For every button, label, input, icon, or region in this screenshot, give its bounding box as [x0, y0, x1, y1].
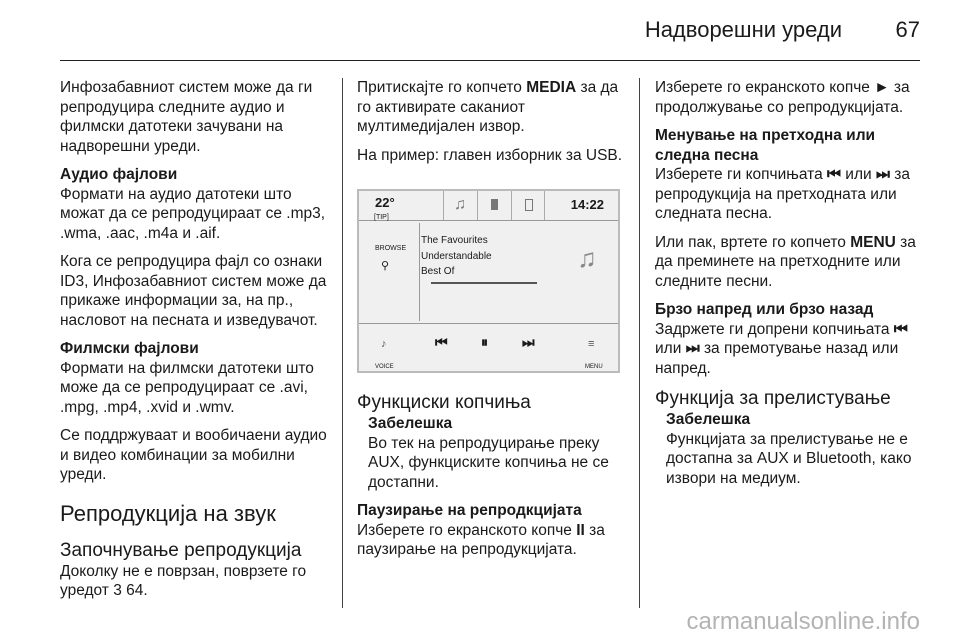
play-text	[655, 78, 927, 117]
prev-track-icon: ⏮	[893, 320, 908, 338]
screen-status-bar	[359, 191, 618, 221]
play-text-b: за продолжување со репродукцијата.	[655, 79, 910, 116]
section-heading: Репродукција на звук	[60, 500, 276, 526]
prev-track-icon: ⏮	[435, 334, 448, 350]
intro-text: Инфозабавниот систем може да ги репродуцира следните аудио и филмски датотеки зачувани на надворешни уреди.	[60, 79, 313, 155]
or-word: или	[845, 166, 872, 183]
note-text: Во тек на репродуцирање преку AUX, функциските копчиња не се достапни.	[368, 434, 609, 491]
menu-icon: ≡	[588, 338, 595, 350]
audio-id3-text: Кога се репродуцира фајл со ознаки ID3, Инфозабавниот систем може да прикаже информации за, на пр., насловот на песната и изведувачот.	[60, 253, 327, 329]
next-track-icon: ⏭	[522, 334, 535, 350]
menu-key-label: MENU	[850, 233, 896, 251]
pause-text	[357, 521, 627, 560]
play-icon: ►	[874, 79, 890, 96]
screen-track-line: Best Of	[421, 266, 455, 277]
page-header	[0, 0, 960, 62]
screen-bottom-rule	[359, 323, 618, 324]
note-label: Забелешка	[368, 415, 453, 432]
infotainment-screen-illustration	[357, 189, 620, 373]
next-track-icon: ⏭	[875, 166, 890, 183]
screen-menu-label: MENU	[585, 364, 603, 370]
or-word: или	[655, 340, 682, 357]
alt-text-a: Или пак, вртете го копчето	[655, 233, 846, 251]
play-text-a: Изберете го екранското копче	[655, 79, 870, 96]
change-heading: Менување на претходна или следна песна	[655, 127, 876, 164]
ff-text	[655, 320, 927, 379]
search-icon: ⚲	[381, 260, 390, 272]
audio-heading: Аудио фајлови	[60, 166, 178, 183]
watermark: carmanualsonline.info	[686, 608, 920, 635]
note-block	[655, 410, 927, 488]
change-text-b: за репродукција на претходната или следната песна.	[655, 166, 910, 222]
music-note-icon: ♫	[454, 196, 466, 213]
note-block	[357, 414, 627, 492]
browse-heading: Функција за прелистување	[655, 388, 891, 409]
change-text-a: Изберете ги копчињата	[655, 166, 823, 183]
screen-voice-label: VOICE	[375, 364, 394, 370]
start-heading: Започнување репродукција	[60, 539, 302, 561]
pause-text-a: Изберете го екранското копче	[357, 521, 572, 539]
pause-heading: Паузирање на репродкцијата	[357, 502, 582, 519]
next-track-icon: ⏭	[685, 340, 700, 357]
screen-tab-music	[443, 191, 477, 220]
phone-icon	[525, 199, 533, 211]
screen-tab-phone	[511, 191, 545, 220]
ff-heading: Брзо напред или брзо назад	[655, 301, 874, 318]
alt-text-b: за да преминете на претходните или следните песни.	[655, 233, 916, 290]
pause-text-b: за паузирање на репродукцијата.	[357, 521, 605, 558]
header-rule	[60, 60, 920, 61]
video-heading: Филмски фајлови	[60, 340, 199, 357]
column-left	[60, 78, 330, 601]
screen-track-line: The Favourites	[421, 235, 488, 246]
start-text	[60, 562, 330, 601]
audio-formats-text: Формати на аудио датотеки што можат да се репродуцираат се .mp3, .wma, .aac, .m4a и .aif.	[60, 185, 326, 242]
media-text	[357, 78, 627, 137]
combo-text: Се поддржуваат и вообичаени аудио и видео комбинации за мобилни уреди.	[60, 427, 327, 483]
start-text-b: 64.	[126, 582, 148, 599]
screen-separator	[419, 223, 420, 321]
screen-clock: 14:22	[570, 197, 604, 212]
screen-track-line: Understandable	[421, 251, 492, 262]
change-text	[655, 165, 927, 224]
reference-arrow-icon: 3	[113, 582, 122, 599]
note-label: Забелешка	[666, 411, 751, 428]
column-right	[655, 78, 927, 497]
start-text-a: Доколку не е поврзан, поврзете го уредот	[60, 562, 307, 599]
column-divider	[342, 78, 343, 608]
ff-text-b: за премотување назад или напред.	[655, 340, 899, 377]
album-art-icon: ♫	[577, 243, 597, 273]
media-text-a: Притискајте го копчето	[357, 79, 522, 96]
page-number: 67	[895, 17, 920, 42]
page-title: Надворешни уреди	[644, 17, 842, 42]
screen-browse-label: BROWSE	[375, 245, 407, 252]
column-divider	[639, 78, 640, 608]
ff-text-a: Задржете ги допрени копчињата	[655, 320, 890, 338]
func-heading: Функциски копчиња	[357, 392, 531, 413]
example-text: На пример: главен изборник за USB.	[357, 146, 623, 164]
video-formats-text: Формати на филмски датотеки што може да се репродуцираат се .avi, .mpg, .mp4, .xvid и .wmv.	[60, 359, 314, 416]
media-key-label: MEDIA	[526, 79, 577, 96]
prev-track-icon: ⏮	[827, 166, 841, 183]
screen-tab-device	[477, 191, 511, 220]
pause-icon: ⏸	[481, 334, 488, 350]
screen-progress-bar	[431, 282, 537, 284]
column-middle	[357, 78, 627, 560]
pause-icon: II	[576, 521, 585, 539]
device-icon	[491, 199, 498, 210]
screen-tip: [TIP]	[374, 214, 389, 221]
voice-icon: ♪	[381, 338, 387, 350]
screen-temperature: 22°	[375, 195, 395, 210]
alt-text	[655, 233, 927, 292]
media-text-b: за да го активирате саканиот мултимедијален извор.	[357, 79, 619, 135]
note-text: Функцијата за прелистување не е достапна за AUX и Bluetooth, како извори на медиум.	[666, 430, 912, 487]
